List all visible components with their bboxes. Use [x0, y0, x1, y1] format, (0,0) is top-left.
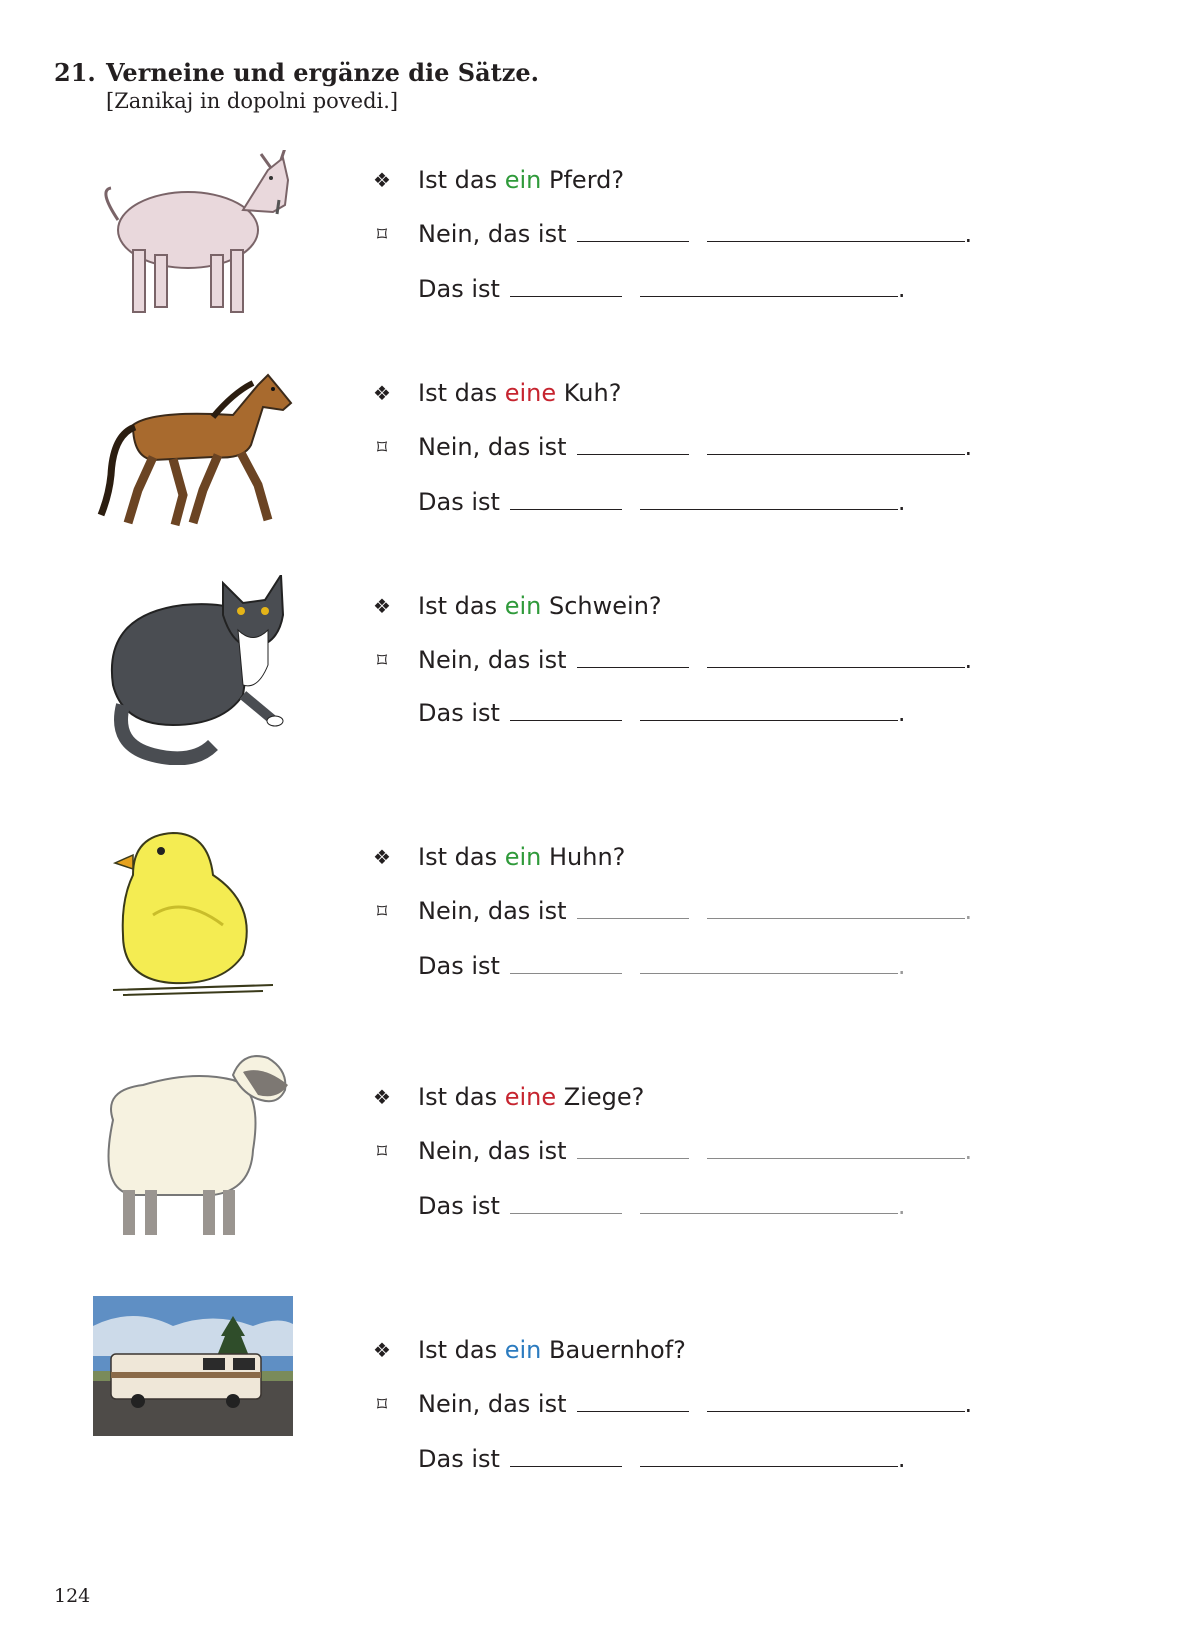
question-bullet-icon: ❖ [373, 168, 391, 192]
article: ein [504, 592, 542, 620]
answer-prompt: Nein, das ist [418, 1390, 567, 1418]
answer-prompt: Das ist [418, 1192, 500, 1220]
answer-bullet-icon: ⌑ [376, 648, 388, 672]
horse-image [93, 365, 293, 540]
goat-image [93, 150, 293, 325]
sheep-image [93, 1050, 293, 1245]
article: ein [504, 166, 542, 194]
answer-bullet-icon: ⌑ [376, 435, 388, 459]
noun-blank[interactable] [640, 1444, 898, 1467]
exercise-title: Verneine und ergänze die Sätze. [106, 58, 539, 87]
question-text: Ist das ein Bauernhof? [418, 1336, 686, 1364]
article-blank[interactable] [577, 432, 689, 455]
noun-blank[interactable] [640, 1191, 898, 1214]
question-bullet-icon: ❖ [373, 845, 391, 869]
noun-blank[interactable] [707, 1389, 965, 1412]
article-blank[interactable] [577, 1389, 689, 1412]
noun-blank[interactable] [707, 1136, 965, 1159]
question-text: Ist das ein Schwein? [418, 592, 662, 620]
article-blank[interactable] [577, 896, 689, 919]
article-blank[interactable] [510, 698, 622, 721]
answer-prompt: Das ist [418, 699, 500, 727]
article-blank[interactable] [577, 1136, 689, 1159]
answer-bullet-icon: ⌑ [376, 1139, 388, 1163]
question-text: Ist das ein Huhn? [418, 843, 626, 871]
question-bullet-icon: ❖ [373, 1338, 391, 1362]
question-text: Ist das eine Ziege? [418, 1083, 645, 1111]
noun-blank[interactable] [640, 487, 898, 510]
article-blank[interactable] [577, 219, 689, 242]
article-blank[interactable] [510, 274, 622, 297]
noun-blank[interactable] [640, 951, 898, 974]
answer-prompt: Das ist [418, 488, 500, 516]
answer-bullet-icon: ⌑ [376, 222, 388, 246]
noun-blank[interactable] [707, 896, 965, 919]
article-blank[interactable] [510, 1191, 622, 1214]
exercise-number: 21. [54, 58, 96, 87]
cat-image [93, 575, 293, 765]
exercise-header [54, 58, 539, 113]
answer-prompt: Nein, das ist [418, 220, 567, 248]
article-blank[interactable] [577, 645, 689, 668]
answer-bullet-icon: ⌑ [376, 1392, 388, 1416]
answer-prompt: Nein, das ist [418, 433, 567, 461]
question-bullet-icon: ❖ [373, 1085, 391, 1109]
article-blank[interactable] [510, 951, 622, 974]
question-text: Ist das ein Pferd? [418, 166, 625, 194]
article-blank[interactable] [510, 487, 622, 510]
article: ein [504, 1336, 542, 1364]
noun-blank[interactable] [707, 645, 965, 668]
article-blank[interactable] [510, 1444, 622, 1467]
answer-bullet-icon: ⌑ [376, 899, 388, 923]
noun-blank[interactable] [640, 698, 898, 721]
exercise-subtitle: [Zanikaj in dopolni povedi.] [106, 89, 399, 113]
motorhome-photo [93, 1296, 293, 1436]
article: ein [504, 843, 542, 871]
answer-prompt: Das ist [418, 275, 500, 303]
question-text: Ist das eine Kuh? [418, 379, 622, 407]
answer-prompt: Das ist [418, 1445, 500, 1473]
question-bullet-icon: ❖ [373, 381, 391, 405]
answer-prompt: Nein, das ist [418, 646, 567, 674]
noun-blank[interactable] [640, 274, 898, 297]
article: eine [504, 379, 557, 407]
article: eine [504, 1083, 557, 1111]
question-bullet-icon: ❖ [373, 594, 391, 618]
answer-prompt: Nein, das ist [418, 1137, 567, 1165]
chick-image [93, 815, 293, 1005]
answer-prompt: Nein, das ist [418, 897, 567, 925]
noun-blank[interactable] [707, 219, 965, 242]
noun-blank[interactable] [707, 432, 965, 455]
answer-prompt: Das ist [418, 952, 500, 980]
page-number: 124 [54, 1585, 91, 1607]
